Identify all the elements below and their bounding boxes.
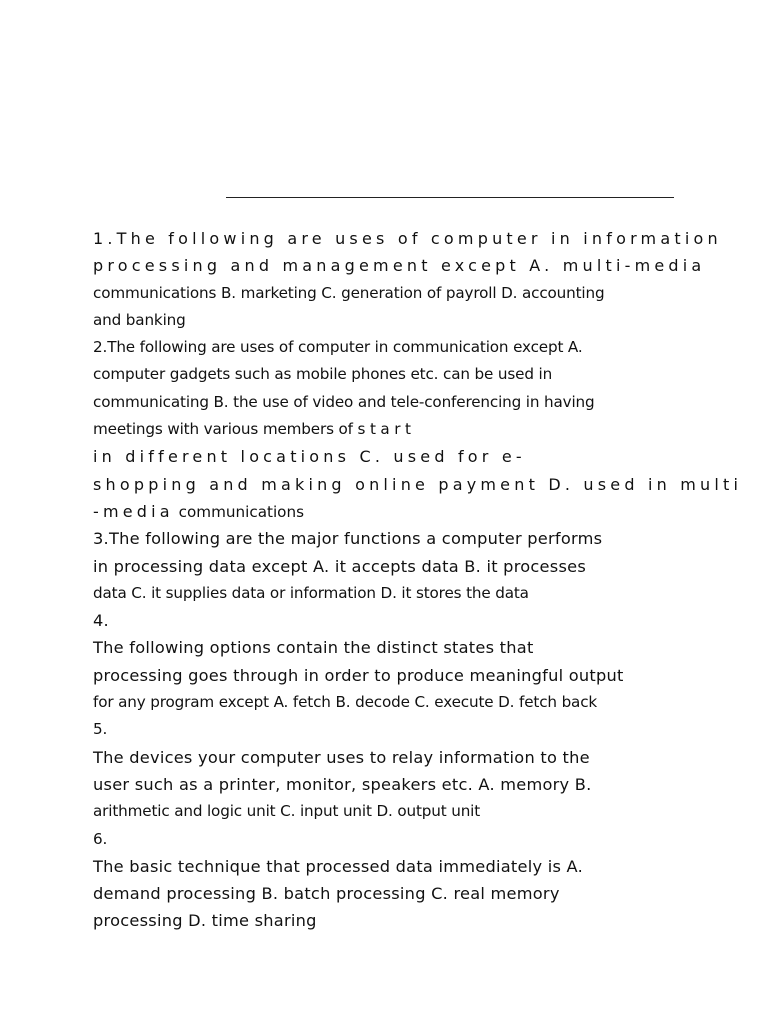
text-line xyxy=(93,416,683,443)
text-line: 6. xyxy=(93,829,108,848)
text-line: computer gadgets such as mobile phones etc. can be used in xyxy=(93,365,553,384)
text-line: 5. xyxy=(93,720,108,739)
text-line: processing D. time sharing xyxy=(93,911,317,931)
text-line: The following options contain the distinct states that xyxy=(93,638,534,658)
text-line: processing goes through in order to produce meaningful output xyxy=(93,665,624,685)
text-line: communicating B. the use of video and tele-conferencing in having xyxy=(93,392,595,411)
text-line: 1.The following are uses of computer in information xyxy=(93,229,722,248)
text-line: The basic technique that processed data immediately is A. xyxy=(93,856,583,876)
document-body xyxy=(93,225,743,935)
text-line: shopping and making online payment D. used in multi xyxy=(93,474,743,494)
text-line: The devices your computer uses to relay information to the xyxy=(93,747,590,767)
text-line: and banking xyxy=(93,310,186,329)
text-line: demand processing B. batch processing C. real memory xyxy=(93,884,560,904)
text-line: 3.The following are the major functions a computer performs xyxy=(93,529,603,549)
text-line: in different locations C. used for e- xyxy=(93,447,526,467)
text-segment: communications xyxy=(173,502,305,521)
text-line xyxy=(93,498,683,525)
text-line: user such as a printer, monitor, speakers etc. A. memory B. xyxy=(93,774,592,794)
text-segment: -media xyxy=(93,501,174,521)
text-line: 2.The following are uses of computer in communication except A. xyxy=(93,338,583,357)
text-line: data C. it supplies data or information D. it stores the data xyxy=(93,583,529,602)
text-line: communications B. marketing C. generation of payroll D. accounting xyxy=(93,283,605,302)
text-line: in processing data except A. it accepts data B. it processes xyxy=(93,556,587,576)
text-line: processing and management except A. multi-media xyxy=(93,256,706,276)
text-line: arithmetic and logic unit C. input unit D. output unit xyxy=(93,802,481,821)
text-line: for any program except A. fetch B. decode C. execute D. fetch back xyxy=(93,693,598,712)
text-line: 4. xyxy=(93,611,109,631)
text-segment: meetings with various members of xyxy=(93,420,358,439)
text-segment: start xyxy=(357,420,416,439)
header-rule xyxy=(226,197,674,198)
